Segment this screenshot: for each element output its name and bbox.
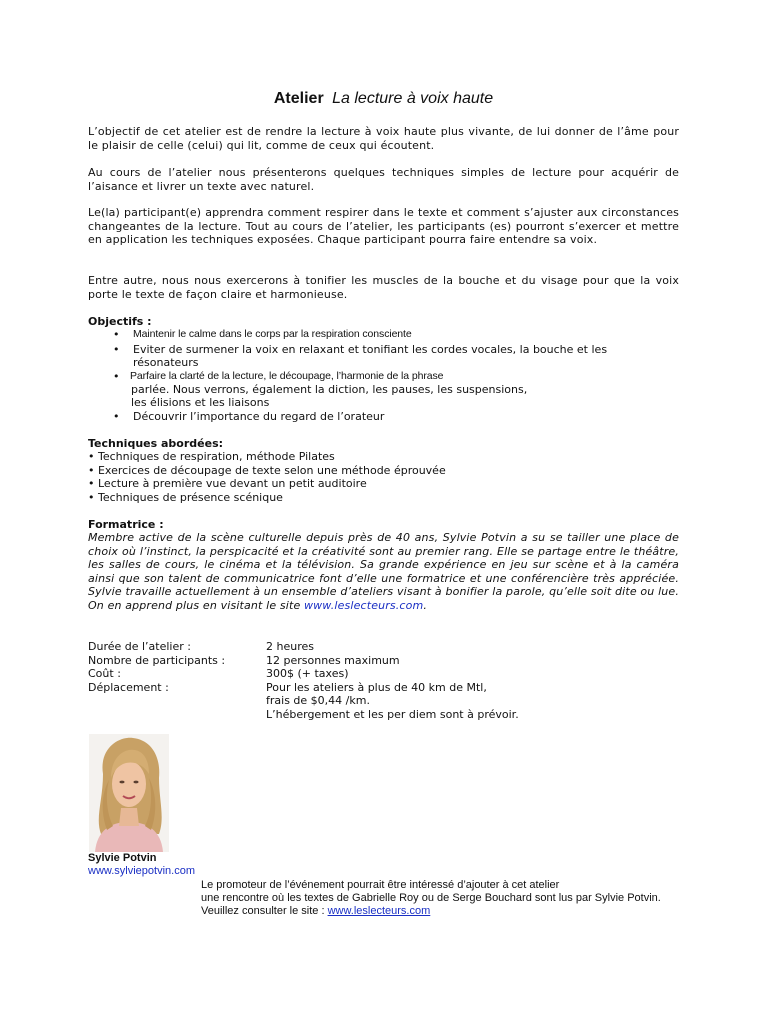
- objectifs-heading: Objectifs :: [88, 315, 152, 328]
- technique-item: • Lecture à première vue devant un petit auditoire: [88, 477, 367, 490]
- intro-paragraph-2: Au cours de l’atelier nous présenterons quelques techniques simples de lecture pour acquérir de l’aisance et livrer un texte avec naturel.: [88, 166, 679, 193]
- bullet: •: [113, 410, 120, 423]
- objectif-item: Maintenir le calme dans le corps par la respiration consciente: [133, 328, 412, 340]
- title-bold: Atelier: [273, 90, 324, 107]
- objectif-item: Eviter de surmener la voix en relaxant et tonifiant les cordes vocales, la bouche et les: [133, 343, 608, 356]
- portrait-photo: [89, 734, 169, 852]
- bullet: •: [113, 343, 120, 356]
- intro-paragraph-3: Le(la) participant(e) apprendra comment respirer dans le texte et comment s’ajuster aux circonstances changeantes de la lecture. Tout au cours de l’atelier, les participants (es) pourront s’exercer et mettre en application les techniques exposées. Chaque participant pourra faire entendre sa voix.: [88, 206, 679, 246]
- leslecteurs-link[interactable]: www.leslecteurs.com: [304, 598, 424, 612]
- detail-value: 2 heures: [266, 640, 314, 653]
- technique-item: • Exercices de découpage de texte selon une méthode éprouvée: [88, 464, 446, 477]
- bullet: •: [113, 328, 120, 341]
- formatrice-paragraph: [88, 531, 679, 612]
- detail-label: Nombre de participants :: [88, 654, 226, 667]
- sylviepotvin-link[interactable]: [88, 865, 195, 879]
- intro-paragraph-4: Entre autre, nous nous exercerons à tonifier les muscles de la bouche et du visage pour que la voix porte le texte de façon claire et harmonieuse.: [88, 274, 679, 301]
- detail-label: Déplacement :: [88, 681, 169, 694]
- objectif-item: Découvrir l’importance du regard de l’orateur: [133, 410, 385, 423]
- detail-value: L’hébergement et les per diem sont à prévoir.: [266, 708, 519, 721]
- objectif-item: les élisions et les liaisons: [131, 396, 270, 409]
- objectif-item: résonateurs: [133, 356, 199, 369]
- detail-label: Coût :: [88, 667, 121, 680]
- detail-value: 12 personnes maximum: [266, 654, 400, 667]
- intro-paragraph-1: L’objectif de cet atelier est de rendre la lecture à voix haute plus vivante, de lui donner de l’âme pour le plaisir de celle (celui) qui lit, comme de ceux qui écoutent.: [88, 125, 679, 152]
- technique-item: • Techniques de présence scénique: [88, 491, 283, 504]
- objectif-item: parlée. Nous verrons, également la diction, les pauses, les suspensions,: [131, 383, 528, 396]
- detail-value: frais de $0,44 /km.: [266, 694, 370, 707]
- promo-line-3-prefix: Veuillez consulter le site :: [201, 905, 328, 917]
- promo-line-3: [201, 905, 430, 919]
- techniques-heading: Techniques abordées:: [88, 437, 224, 450]
- detail-label: Durée de l’atelier :: [88, 640, 191, 653]
- bullet: •: [113, 370, 120, 383]
- promo-leslecteurs-link[interactable]: www.leslecteurs.com: [327, 905, 431, 917]
- title-italic: La lecture à voix haute: [332, 90, 494, 107]
- document-title: [88, 90, 679, 108]
- formatrice-heading: Formatrice :: [88, 518, 164, 531]
- sylviepotvin-link-text[interactable]: www.sylviepotvin.com: [88, 865, 195, 877]
- photo-caption-name: Sylvie Potvin: [88, 852, 157, 864]
- technique-item: • Techniques de respiration, méthode Pilates: [88, 450, 335, 463]
- portrait-illustration: [89, 734, 169, 852]
- formatrice-text: Membre active de la scène culturelle depuis près de 40 ans, Sylvie Potvin a su se tailler une place de choix où l’instinct, la perspicacité et la créativité sont au premier rang. Elle se partage entre le théâtre, les salles de cours, le cinéma et la télévision. Sa grande expérience en jeu sur scène et à la caméra ainsi que son talent de communicatrice font d’elle une formatrice et une conférencière très appréciée. Sylvie travaille actuellement à un ensemble d’ateliers visant à bonifier la parole, qu’elle soit dite ou lue. On en apprend plus en visitant le site: [88, 531, 679, 612]
- objectif-item: Parfaire la clarté de la lecture, le découpage, l’harmonie de la phrase: [130, 370, 444, 382]
- promo-line-2: une rencontre où les textes de Gabrielle Roy ou de Serge Bouchard sont lus par Sylvie Potvin.: [201, 892, 661, 904]
- formatrice-period: .: [423, 598, 428, 612]
- detail-value: 300$ (+ taxes): [266, 667, 349, 680]
- detail-value: Pour les ateliers à plus de 40 km de Mtl,: [266, 681, 487, 694]
- promo-line-1: Le promoteur de l’événement pourrait être intéressé d’ajouter à cet atelier: [201, 879, 560, 891]
